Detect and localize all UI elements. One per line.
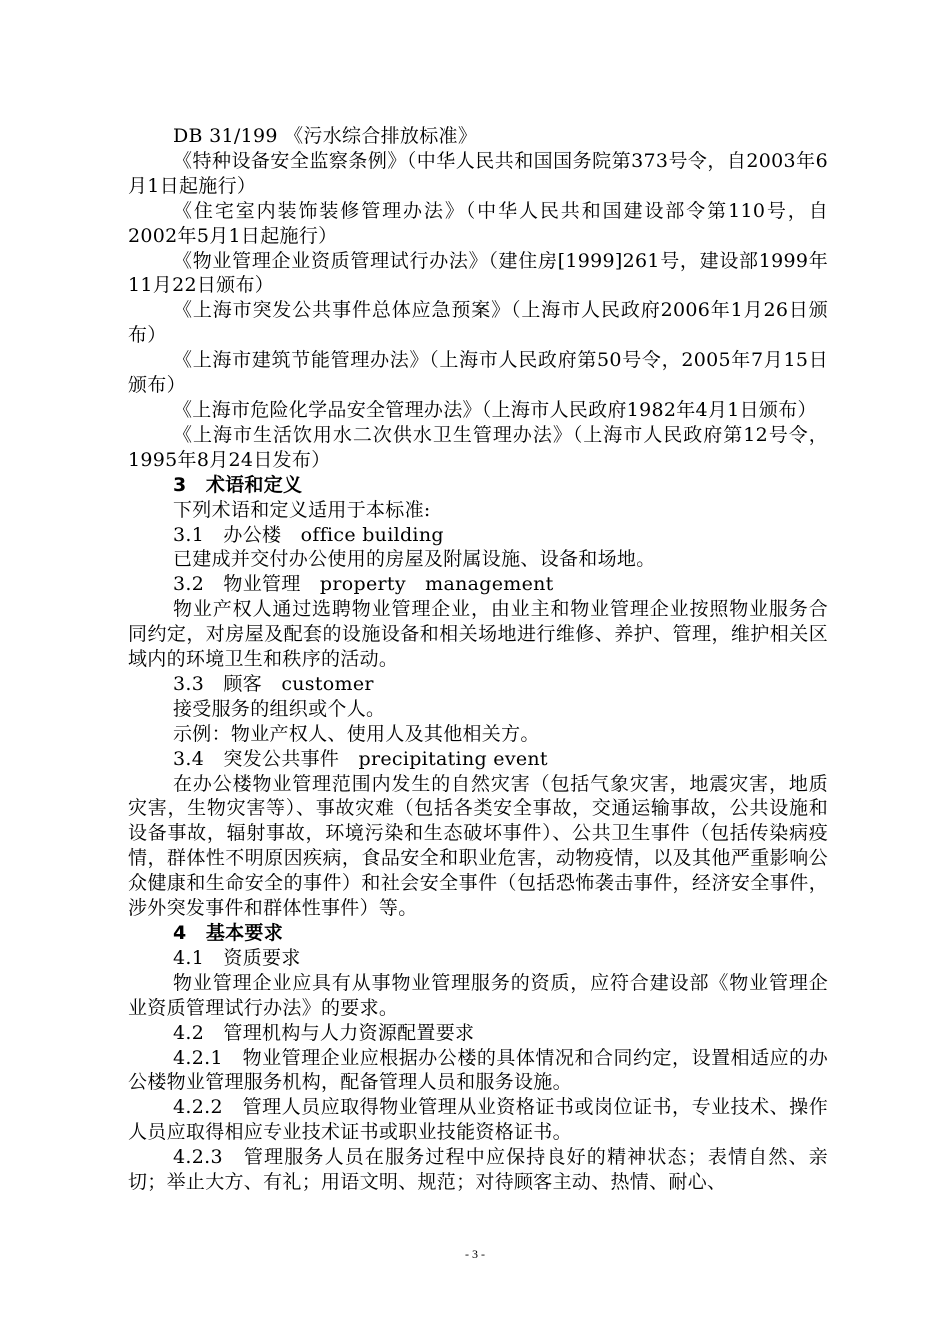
paragraph: 下列术语和定义适用于本标准: — [173, 498, 431, 521]
paragraph: 《住宅室内装饰装修管理办法》（中华人民共和国建设部令第110号，自2002年5月1日起施行） — [128, 199, 828, 247]
paragraph: 接受服务的组织或个人。 — [173, 697, 386, 720]
section-heading: 3 术语和定义 — [173, 473, 303, 496]
paragraph: 《上海市突发公共事件总体应急预案》（上海市人民政府2006年1月26日颁布） — [128, 299, 828, 347]
paragraph: 《上海市危险化学品安全管理办法》（上海市人民政府1982年4月1日颁布） — [173, 398, 817, 421]
paragraph: 物业产权人通过选聘物业管理企业，由业主和物业管理企业按照物业服务合同约定，对房屋及配套的设施设备和相关场地进行维修、养护、管理，维护相关区域内的环境卫生和秩序的活动。 — [128, 598, 828, 671]
paragraph: 示例：物业产权人、使用人及其他相关方。 — [173, 722, 540, 745]
paragraph: 在办公楼物业管理范围内发生的自然灾害（包括气象灾害，地震灾害，地质灾害，生物灾害等）、事故灾难（包括各类安全事故，交通运输事故，公共设施和设备事故，辐射事故，环境污染和生态破坏事件）、公共卫生事件（包括传染病疫情，群体性不明原因疾病，食品安全和职业危害，动物疫情，以及其他严重影响公众健康和生命安全的事件）和社会安全事件（包括恐怖袭击事件，经济安全事件，涉外突发事件和群体性事件）等。 — [128, 772, 828, 920]
paragraph: 4.2 管理机构与人力资源配置要求 — [173, 1021, 475, 1044]
paragraph: 《特种设备安全监察条例》（中华人民共和国国务院第373号令，自2003年6月1日起施行） — [128, 149, 828, 197]
document-body — [128, 124, 828, 1195]
paragraph: 3.4 突发公共事件 precipitating event — [173, 747, 548, 770]
paragraph: 4.2.3 管理服务人员在服务过程中应保持良好的精神状态；表情自然、亲切；举止大方、有礼；用语文明、规范；对待顾客主动、热情、耐心、 — [128, 1146, 828, 1194]
paragraph: 物业管理企业应具有从事物业管理服务的资质，应符合建设部《物业管理企业资质管理试行办法》的要求。 — [128, 971, 828, 1019]
page-number: - 3 - — [465, 1247, 485, 1261]
paragraph: 3.1 办公楼 office building — [173, 523, 444, 546]
paragraph: 3.3 顾客 customer — [173, 672, 374, 695]
section-heading: 4 基本要求 — [173, 922, 284, 944]
paragraph: 3.2 物业管理 property management — [173, 573, 554, 596]
paragraph: 4.2.1 物业管理企业应根据办公楼的具体情况和合同约定，设置相适应的办公楼物业管理服务机构，配备管理人员和服务设施。 — [128, 1046, 828, 1094]
paragraph: 已建成并交付办公使用的房屋及附属设施、设备和场地。 — [173, 548, 656, 571]
paragraph: 4.2.2 管理人员应取得物业管理从业资格证书或岗位证书，专业技术、操作人员应取得相应专业技术证书或职业技能资格证书。 — [128, 1096, 828, 1144]
paragraph: 《上海市建筑节能管理办法》（上海市人民政府第50号令，2005年7月15日颁布） — [128, 349, 828, 397]
paragraph: 《上海市生活饮用水二次供水卫生管理办法》（上海市人民政府第12号令，1995年8月24日发布） — [128, 423, 828, 471]
paragraph: 《物业管理企业资质管理试行办法》（建住房[1999]261号，建设部1999年11月22日颁布） — [128, 249, 828, 297]
paragraph: 4.1 资质要求 — [173, 946, 301, 969]
paragraph: DB 31/199 《污水综合排放标准》 — [173, 125, 478, 147]
